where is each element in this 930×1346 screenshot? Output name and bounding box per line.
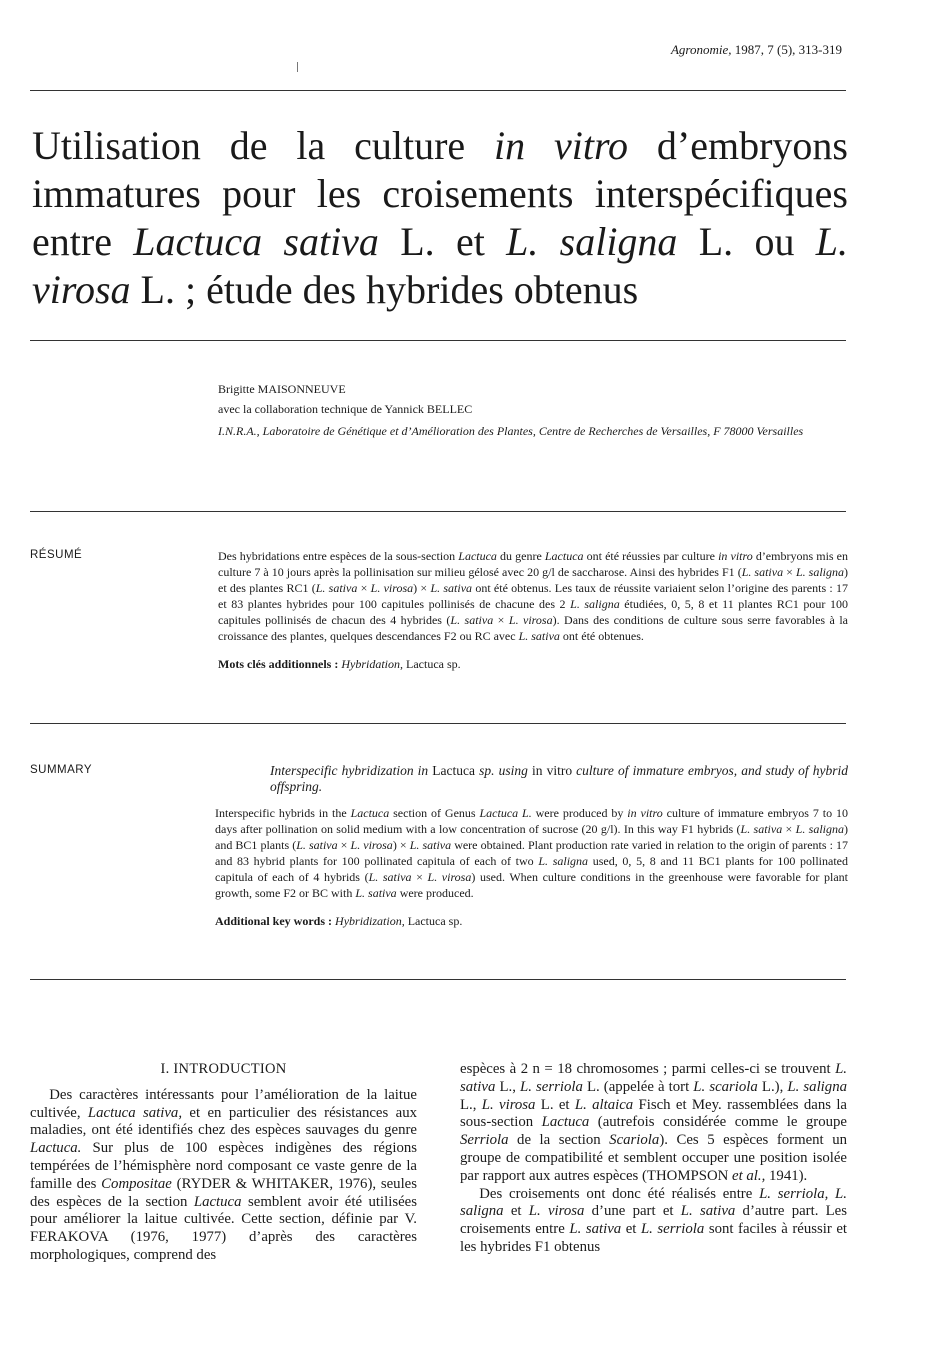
authors-rule	[30, 511, 846, 512]
journal-name: Agronomie,	[670, 42, 732, 57]
resume-rule	[30, 723, 846, 724]
journal-volume: 1987, 7 (5), 313-319	[734, 42, 842, 57]
resume-keywords: Mots clés additionnels : Hybridation, Lactuca sp.	[218, 657, 461, 671]
resume-label: RÉSUMÉ	[30, 549, 83, 561]
intro-paragraph-1: Des caractères intéressants pour l’amélioration de la laitue cultivée, Lactuca sativa, et en particulier des résistances aux maladies, ont été identifiés chez des espèces sauvages du genre Lactuca. Sur plus de 100 espèces indigènes des régions tempérées de l’hémisphère nord composant ce vaste genre de la famille des Compositae (RYDER & WHITAKER, 1976), seules des espèces de la section Lactuca semblent avoir été utilisées pour améliorer la laitue cultivée. Cette section, définie par V. FERAKOVA (1976, 1977) d’après des caractères morphologiques, comprend des	[30, 1086, 418, 1263]
author-block	[218, 381, 848, 440]
author-name: Brigitte MAISONNEUVE	[218, 382, 346, 396]
summary-rule	[30, 979, 846, 980]
intro-right-column	[460, 1061, 847, 1257]
author-collaboration: avec la collaboration technique de Yannick BELLEC	[218, 402, 473, 416]
journal-citation	[671, 42, 842, 58]
author-affiliation: I.N.R.A., Laboratoire de Génétique et d’Amélioration des Plantes, Centre de Recherches de Versailles, F 78000 Versailles	[218, 424, 804, 438]
summary-text: Interspecific hybrids in the Lactuca section of Genus Lactuca L. were produced by in vitro culture of immature embryos 7 to 10 days after pollination on solid medium with a low concentration of sucrose (20 g/l). In this way F1 hybrids (L. sativa × L. saligna) and BC1 plants (L. sativa × L. virosa) × L. sativa were obtained. Plant production rate varied in relation to the origin of parents : 17 and 83 hybrid plants for 100 pollinated capitula of each of two L. saligna used, 0, 5, 8 and 11 BC1 plants for 100 pollinated capitula of each of 4 hybrids (L. sativa × L. virosa) used. When culture conditions in the greenhouse were favorable for plant growth, some F2 or BC with L. sativa were produced.	[215, 806, 848, 900]
intro-paragraph-2: Des croisements ont donc été réalisés entre L. serriola, L. saligna et L. virosa d’une part et L. sativa d’autre part. Les croisements entre L. sativa et L. serriola sont faciles à réussir et les hybrides F1 obtenus	[460, 1185, 848, 1255]
summary-title: Interspecific hybridization in Lactuca sp. using in vitro culture of immature embryos, and study of hybrid offspring.	[270, 763, 849, 794]
summary-keywords: Additional key words : Hybridization, Lactuca sp.	[215, 914, 463, 928]
article-title: Utilisation de la culture in vitro d’embryons immatures pour les croisements interspécifiques entre Lactuca sativa L. et L. saligna L. ou L. virosa L. ; étude des hybrides obtenus	[32, 123, 848, 312]
summary-label: SUMMARY	[30, 764, 93, 776]
resume-text: Des hybridations entre espèces de la sous-section Lactuca du genre Lactuca ont été réussies par culture in vitro d’embryons mis en culture 7 à 10 jours après la pollinisation sur milieu gélosé avec 20 g/l de saccharose. Ainsi des hybrides F1 (L. sativa × L. saligna) et des plantes RC1 (L. sativa × L. virosa) × L. sativa ont été obtenus. Les taux de réussite variaient selon l’origine des parents : 17 et 83 plantes hybrides pour 100 capitules pollinisés de chacune des 2 L. saligna étudiées, 0, 5, 8 et 11 plantes RC1 pour 100 capitules pollinisés de chacun des 4 hybrides (L. sativa × L. virosa). Dans des conditions de culture sous serre favorables à la croissance des plantes, quelques descendances F2 ou RC avec L. sativa ont été obtenues.	[218, 549, 848, 643]
header-rule	[30, 90, 846, 91]
section-heading: I. INTRODUCTION	[160, 1061, 287, 1077]
intro-left-column	[30, 1061, 417, 1265]
summary-abstract	[215, 763, 849, 929]
margin-mark	[297, 62, 298, 72]
title-rule	[30, 340, 846, 341]
intro-paragraph-1-continued: espèces à 2 n = 18 chromosomes ; parmi celles-ci se trouvent L. sativa L., L. serriola L. (appelée à tort L. scariola L.), L. saligna L., L. virosa L. et L. altaica Fisch et Mey. rassemblées dans la sous-section Lactuca (autrefois considérée comme le groupe Serriola de la section Scariola). Ces 5 espèces forment un groupe de compatibilité et semblent occuper une position isolée par rapport aux autres espèces (THOMPSON et al., 1941).	[460, 1061, 847, 1184]
resume-abstract	[218, 548, 848, 672]
